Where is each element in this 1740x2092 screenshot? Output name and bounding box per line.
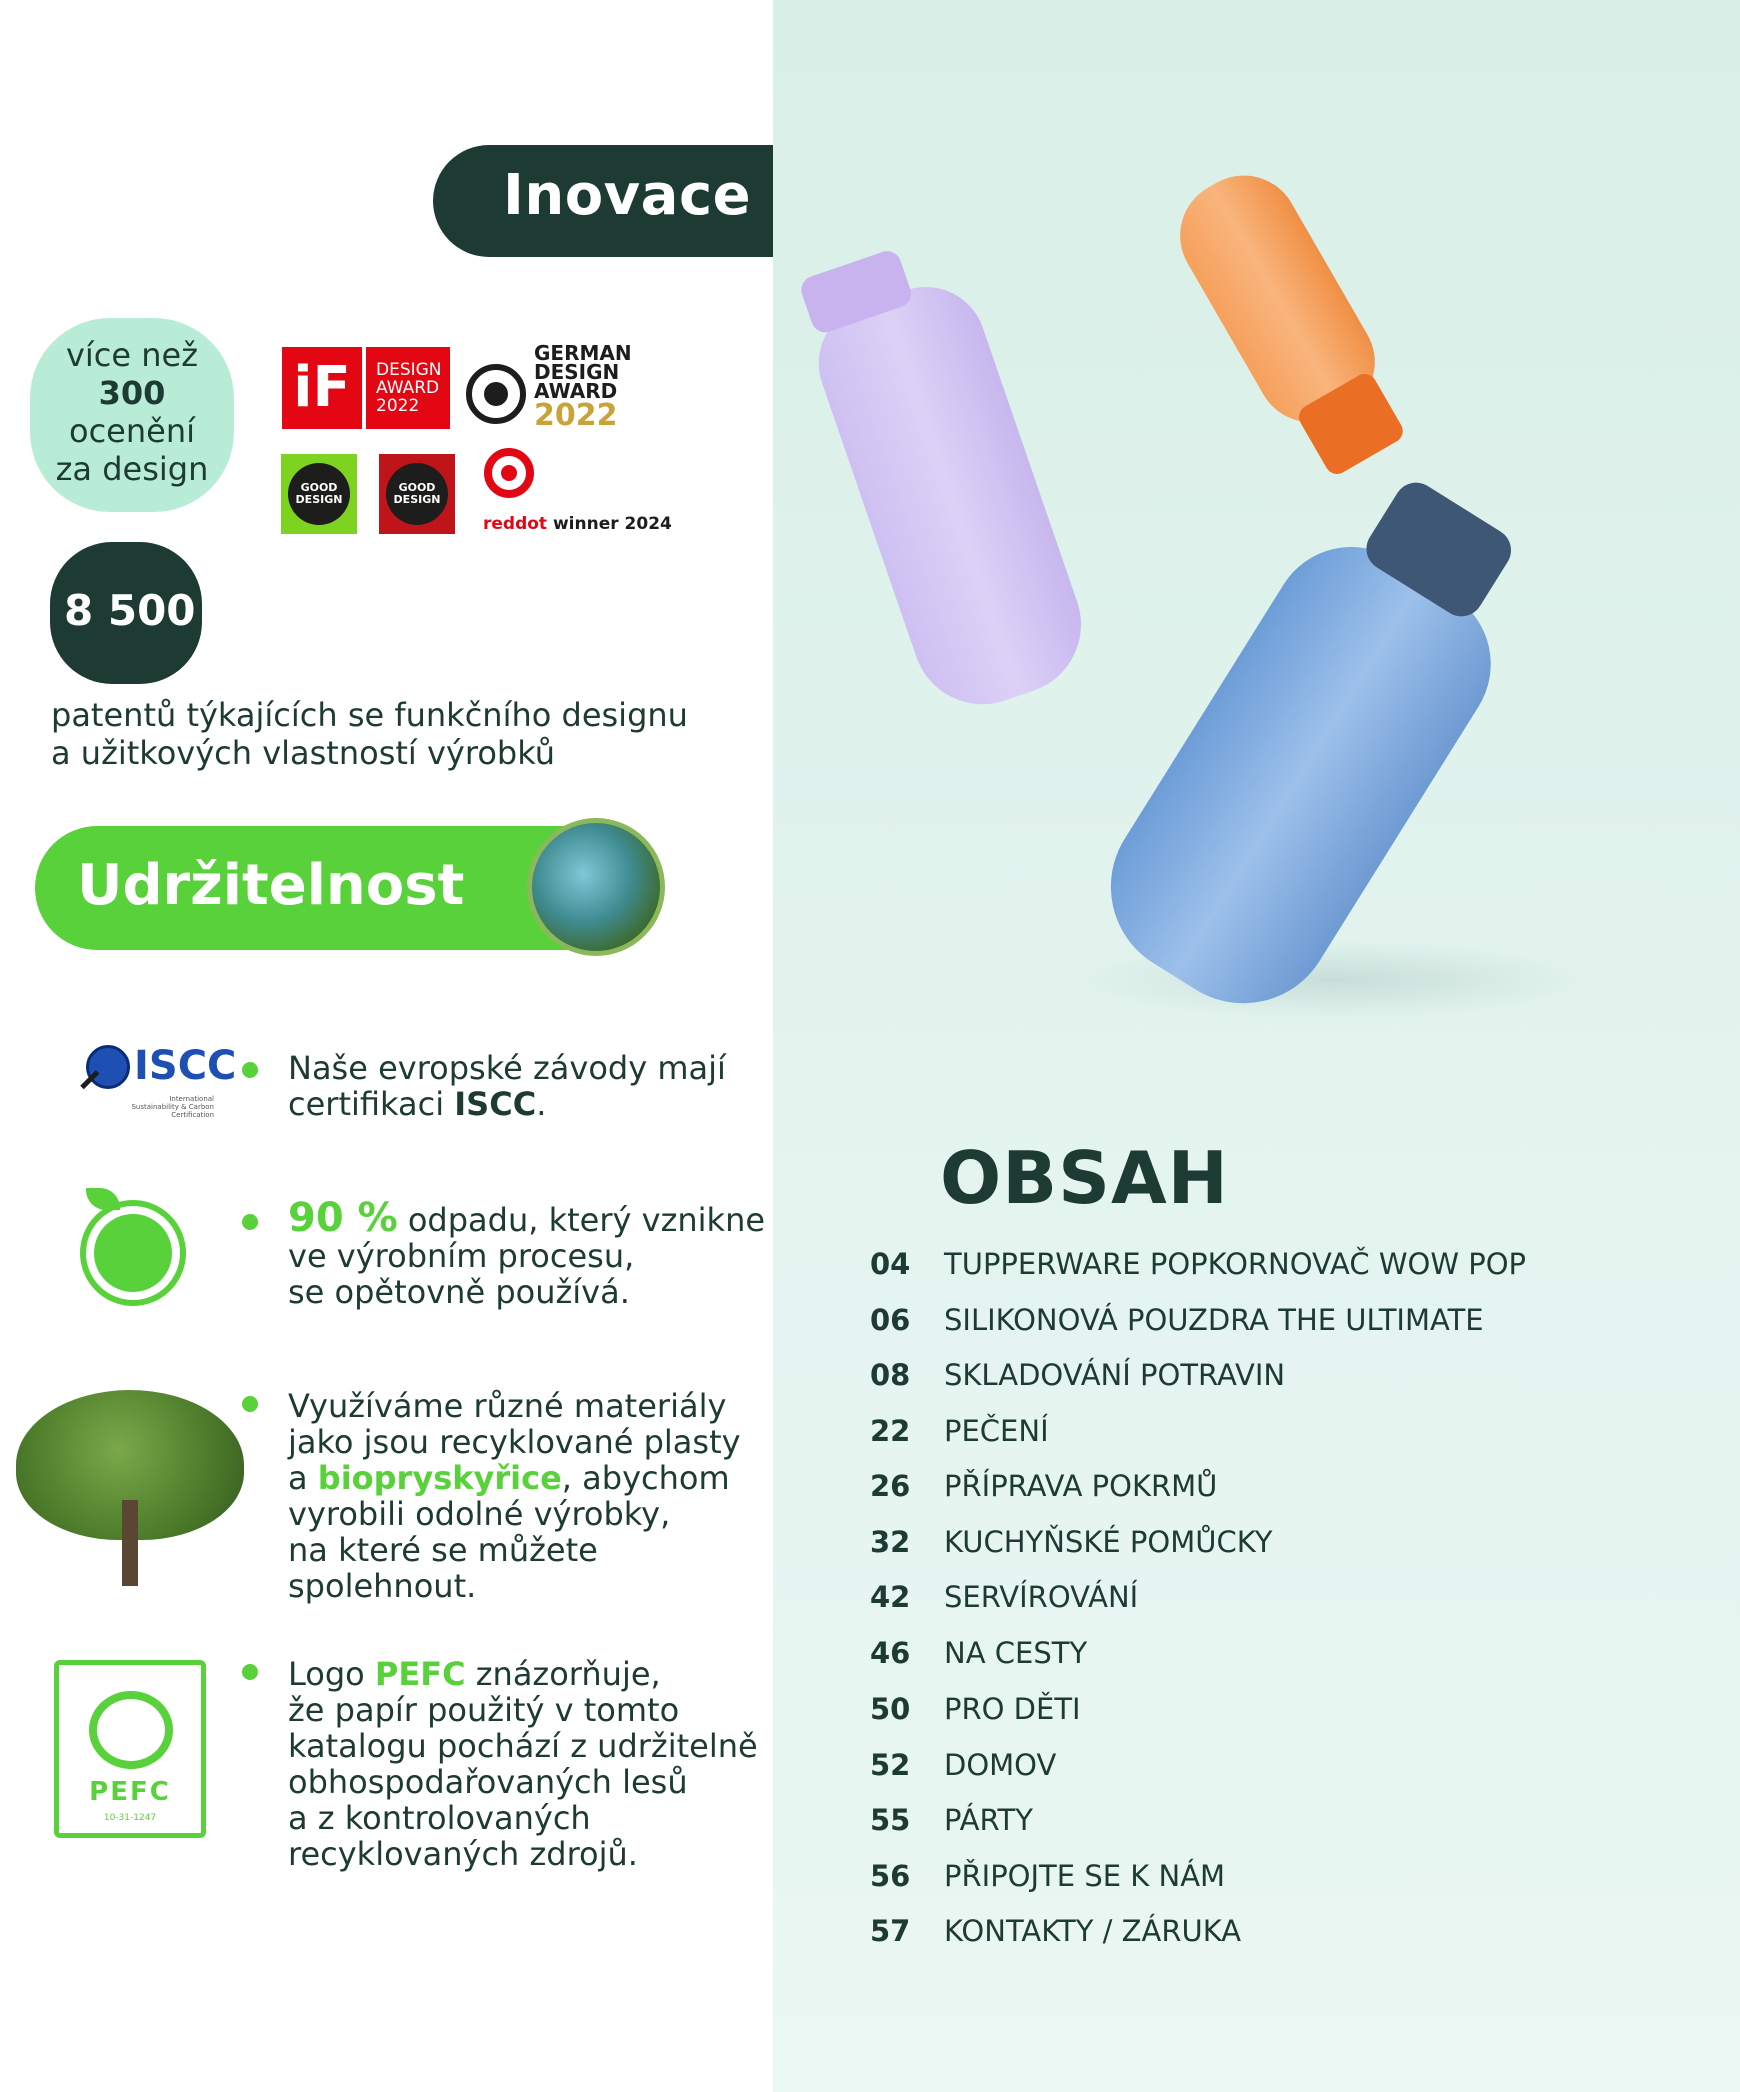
awards-line1: více než	[65, 336, 199, 374]
toc-page-number: 06	[870, 1303, 911, 1337]
bullet-icon	[242, 1396, 258, 1412]
reddot-icon	[484, 448, 534, 498]
good-design-mark: GOOD DESIGN	[288, 463, 350, 525]
pefc-logo	[54, 1660, 206, 1838]
toc-page-number: 22	[870, 1414, 911, 1448]
toc-entry-label: TUPPERWARE POPKORNOVAČ WOW POP	[944, 1247, 1527, 1281]
if-award-text	[366, 347, 442, 429]
globe-icon	[86, 1045, 130, 1089]
item-line: na které se můžete	[288, 1531, 598, 1569]
toc-entry-label: PÁRTY	[944, 1803, 1033, 1837]
tree-icon	[16, 1390, 244, 1586]
toc-entry-label: SERVÍROVÁNÍ	[944, 1580, 1139, 1614]
toc-page-number: 56	[870, 1859, 911, 1893]
iscc-logo	[82, 1043, 237, 1119]
awards-line3: za design	[55, 450, 209, 488]
toc-entry-label: KUCHYŇSKÉ POMŮCKY	[944, 1525, 1273, 1559]
reddot-rest: winner 2024	[547, 514, 672, 534]
text-fragment: a	[288, 1459, 318, 1497]
bullet-icon	[242, 1664, 258, 1680]
german-design-medal-icon	[466, 364, 526, 424]
reddot-winner-text	[483, 514, 672, 534]
toc-page-number: 26	[870, 1469, 911, 1503]
toc-page-number: 08	[870, 1358, 911, 1392]
patents-text-line: patentů týkajících se funkčního designu	[51, 696, 688, 734]
text-fragment: znázorňuje,	[465, 1655, 661, 1693]
good-design-logo-red	[379, 454, 455, 534]
if-design-award-logo	[282, 347, 450, 429]
pefc-logo-number: 10-31-1247	[103, 1813, 157, 1823]
toc-entry-label: PRO DĚTI	[944, 1692, 1081, 1726]
toc-entry-label: PŘÍPRAVA POKRMŮ	[944, 1469, 1218, 1503]
iscc-bold: ISCC	[454, 1085, 537, 1123]
if-mark: iF	[282, 347, 366, 429]
toc-entry-label: KONTAKTY / ZÁRUKA	[944, 1914, 1242, 1948]
iscc-logo-text: ISCC	[134, 1043, 237, 1089]
text-fragment: odpadu, který vznikne	[397, 1201, 766, 1239]
item-line	[288, 1460, 768, 1496]
text-fragment: , abychom	[561, 1459, 730, 1497]
if-text-line: DESIGN	[376, 360, 442, 380]
toc-entry-label: SILIKONOVÁ POUZDRA THE ULTIMATE	[944, 1303, 1484, 1337]
item-line: že papír použitý v tomto	[288, 1691, 680, 1729]
german-design-award-logo	[466, 341, 632, 434]
toc-entry-label: SKLADOVÁNÍ POTRAVIN	[944, 1358, 1286, 1392]
item-line: se opětovně používá.	[288, 1273, 630, 1311]
toc-title: OBSAH	[940, 1136, 1229, 1220]
toc-entry-label: NA CESTY	[944, 1636, 1088, 1670]
earth-globe-icon	[527, 818, 665, 956]
gda-text-line: GERMAN	[534, 341, 632, 365]
toc-entry-label: DOMOV	[944, 1748, 1057, 1782]
pefc-highlight: PEFC	[374, 1655, 466, 1693]
toc-entry-label: PŘIPOJTE SE K NÁM	[944, 1859, 1226, 1893]
item-line: recyklovaných zdrojů.	[288, 1835, 638, 1873]
globe-inner	[94, 1214, 172, 1292]
awards-count-badge	[30, 318, 234, 512]
item-line: obhospodařovaných lesů	[288, 1763, 688, 1801]
awards-number: 300	[98, 374, 166, 412]
toc-page-number: 57	[870, 1914, 911, 1948]
toc-page-number: 50	[870, 1692, 911, 1726]
pefc-logo-text: PEFC	[89, 1777, 171, 1807]
toc-page-number: 55	[870, 1803, 911, 1837]
item-line: vyrobili odolné výrobky,	[288, 1495, 671, 1533]
pefc-text	[288, 1656, 768, 1872]
good-design-logo-green	[281, 454, 357, 534]
sustainability-title: Udržitelnost	[77, 853, 465, 918]
bullet-icon	[242, 1062, 258, 1078]
item-line	[288, 1195, 768, 1241]
item-line: Využíváme různé materiály	[288, 1387, 727, 1425]
gda-text-line: AWARD	[534, 379, 618, 403]
toc-page-number: 52	[870, 1748, 911, 1782]
patents-count-badge	[50, 542, 202, 684]
bullet-icon	[242, 1214, 258, 1230]
waste-reuse-text	[288, 1195, 768, 1311]
gda-text-line: DESIGN	[534, 360, 620, 384]
text-fragment: Logo	[288, 1655, 375, 1693]
toc-page-number: 04	[870, 1247, 911, 1281]
item-line: a z kontrolovaných	[288, 1799, 591, 1837]
bioresin-highlight: biopryskyřice	[317, 1459, 562, 1497]
toc-entry-label: PEČENÍ	[944, 1414, 1049, 1448]
iscc-logo-subtitle: International Sustainability & Carbon Certification	[131, 1095, 214, 1119]
if-text-line: AWARD	[376, 378, 440, 398]
item-line	[288, 1656, 768, 1692]
awards-line2: ocenění	[69, 412, 195, 450]
item-line: ve výrobním procesu,	[288, 1237, 635, 1275]
innovation-heading	[433, 145, 773, 257]
german-design-award-text	[534, 341, 632, 433]
leaf-icon	[86, 1188, 120, 1210]
highlight-percent: 90 %	[288, 1195, 398, 1241]
good-design-mark: GOOD DESIGN	[386, 463, 448, 525]
text-fragment: certifikaci	[288, 1085, 455, 1123]
patents-text-line: a užitkových vlastností výrobků	[51, 734, 556, 772]
item-line: Naše evropské závody mají	[288, 1049, 726, 1087]
item-line: jako jsou recyklované plasty	[288, 1423, 741, 1461]
toc-page-number: 32	[870, 1525, 911, 1559]
materials-text	[288, 1388, 768, 1604]
iscc-text	[288, 1050, 768, 1122]
pefc-tree-icon	[89, 1691, 173, 1769]
item-line	[288, 1086, 768, 1122]
gda-year: 2022	[534, 398, 618, 433]
text-fragment: .	[536, 1085, 547, 1123]
patents-number: 8 500	[64, 586, 196, 635]
item-line: spolehnout.	[288, 1567, 477, 1605]
if-text-line: 2022	[376, 396, 420, 416]
item-line: katalogu pochází z udržitelně	[288, 1727, 758, 1765]
innovation-title: Inovace	[503, 163, 752, 228]
recycle-globe-icon	[80, 1188, 190, 1304]
reddot-brand: reddot	[483, 514, 548, 534]
patents-description	[51, 696, 751, 772]
tree-trunk	[122, 1500, 138, 1586]
toc-page-number: 42	[870, 1580, 911, 1614]
toc-page-number: 46	[870, 1636, 911, 1670]
